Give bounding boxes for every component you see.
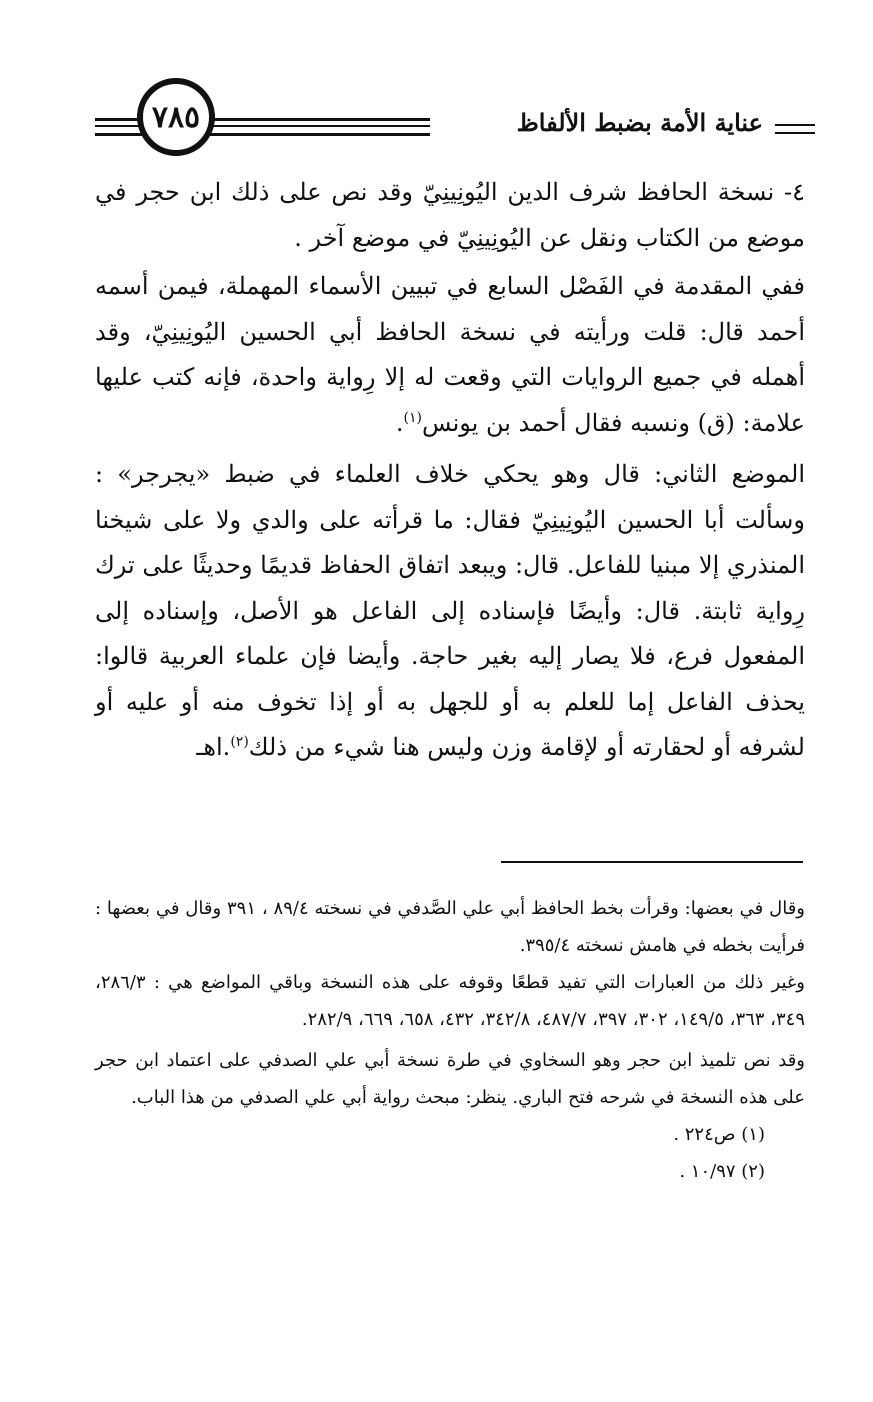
paragraph-introduction-quote [95,264,805,446]
paragraph-text: ٤- نسخة الحافظ شرف الدين اليُونِينِيّ وقد نص على ذلك ابن حجر في موضع من الكتاب ونقل عن اليُونِينِيّ في موضع آخر . [95,178,805,252]
footnote-1: (١) ص٢٢٤ . [673,1124,765,1145]
page-number: ٧٨٥ [137,78,215,156]
main-text [95,170,805,771]
paragraph-source-4 [95,170,805,261]
footnote-continued-1: وقال في بعضها: وقرأت بخط الحافظ أبي علي الصَّدفي في نسخته ٨٩/٤ ، ٣٩١ وقال في بعضها : فرأيت بخطه في هامش نسخته ٣٩٥/٤. [95,898,805,956]
paragraph-text: ففي المقدمة في الفَصْل السابع في تبيين الأسماء المهملة، فيمن أسمه أحمد قال: قلت ورأيته في نسخة الحافظ أبي الحسين اليُونِينِيّ، وقد أهمله في جميع الروايات التي وقعت له إلا رِواية واحدة، فإنه كتب عليها علامة: (ق) ونسبه فقال أحمد بن يونس [95,272,805,437]
footnote-ref-1[interactable]: (١) [403,409,422,426]
footnote-continued-2: وغير ذلك من العبارات التي تفيد قطعًا وقوفه على هذه النسخة وباقي المواضع هي : ٢٨٦/٣، ٣٤٩، ٣٦٣، ١٤٩/٥، ٣٠٢، ٣٩٧، ٤٨٧/٧، ٣٤٢/٨، ٤٣٢، ٦٥٨، ٦٦٩، ٢٨٢/٩. [95,972,805,1030]
footnote-ref-2[interactable]: (٢) [230,734,249,750]
header-title: عناية الأمة بضبط الألفاظ [516,108,763,137]
footnotes [95,890,805,1190]
header-rule-right [775,124,815,134]
footnote-separator [501,861,803,863]
paragraph-second-place [95,452,805,771]
paragraph-end: .اهـ [196,733,231,761]
footnote-2: (٢) ١٠/٩٧ . [679,1161,765,1182]
paragraph-text: الموضع الثاني: قال وهو يحكي خلاف العلماء في ضبط «يجرجر» : وسألت أبا الحسين اليُونِينِيّ فقال: ما قرأته على والدي ولا على شيخنا المنذري إلا مبنيا للفاعل. قال: ويبعد اتفاق الحفاظ قديمًا وحديثًا على ترك رِواية ثابتة. قال: وأيضًا فإسناده إلى الفاعل هو الأصل، وإسناده إلى المفعول فرع، فلا يصار إليه بغير حاجة. وأيضا فإن علماء العربية قالوا: يحذف الفاعل إما للعلم به أو للجهل به أو إذا تخوف منه أو عليه أو لشرفه أو لحقارته أو لإقامة وزن وليس هنا شيء من ذلك [95,460,806,761]
paragraph-end: . [395,408,404,437]
footnote-continued-3: وقد نص تلميذ ابن حجر وهو السخاوي في طرة نسخة أبي علي الصدفي على اعتماد ابن حجر على هذه النسخة في شرحه فتح الباري. ينظر: مبحث رواية أبي علي الصدفي من هذا الباب. [95,1050,805,1108]
